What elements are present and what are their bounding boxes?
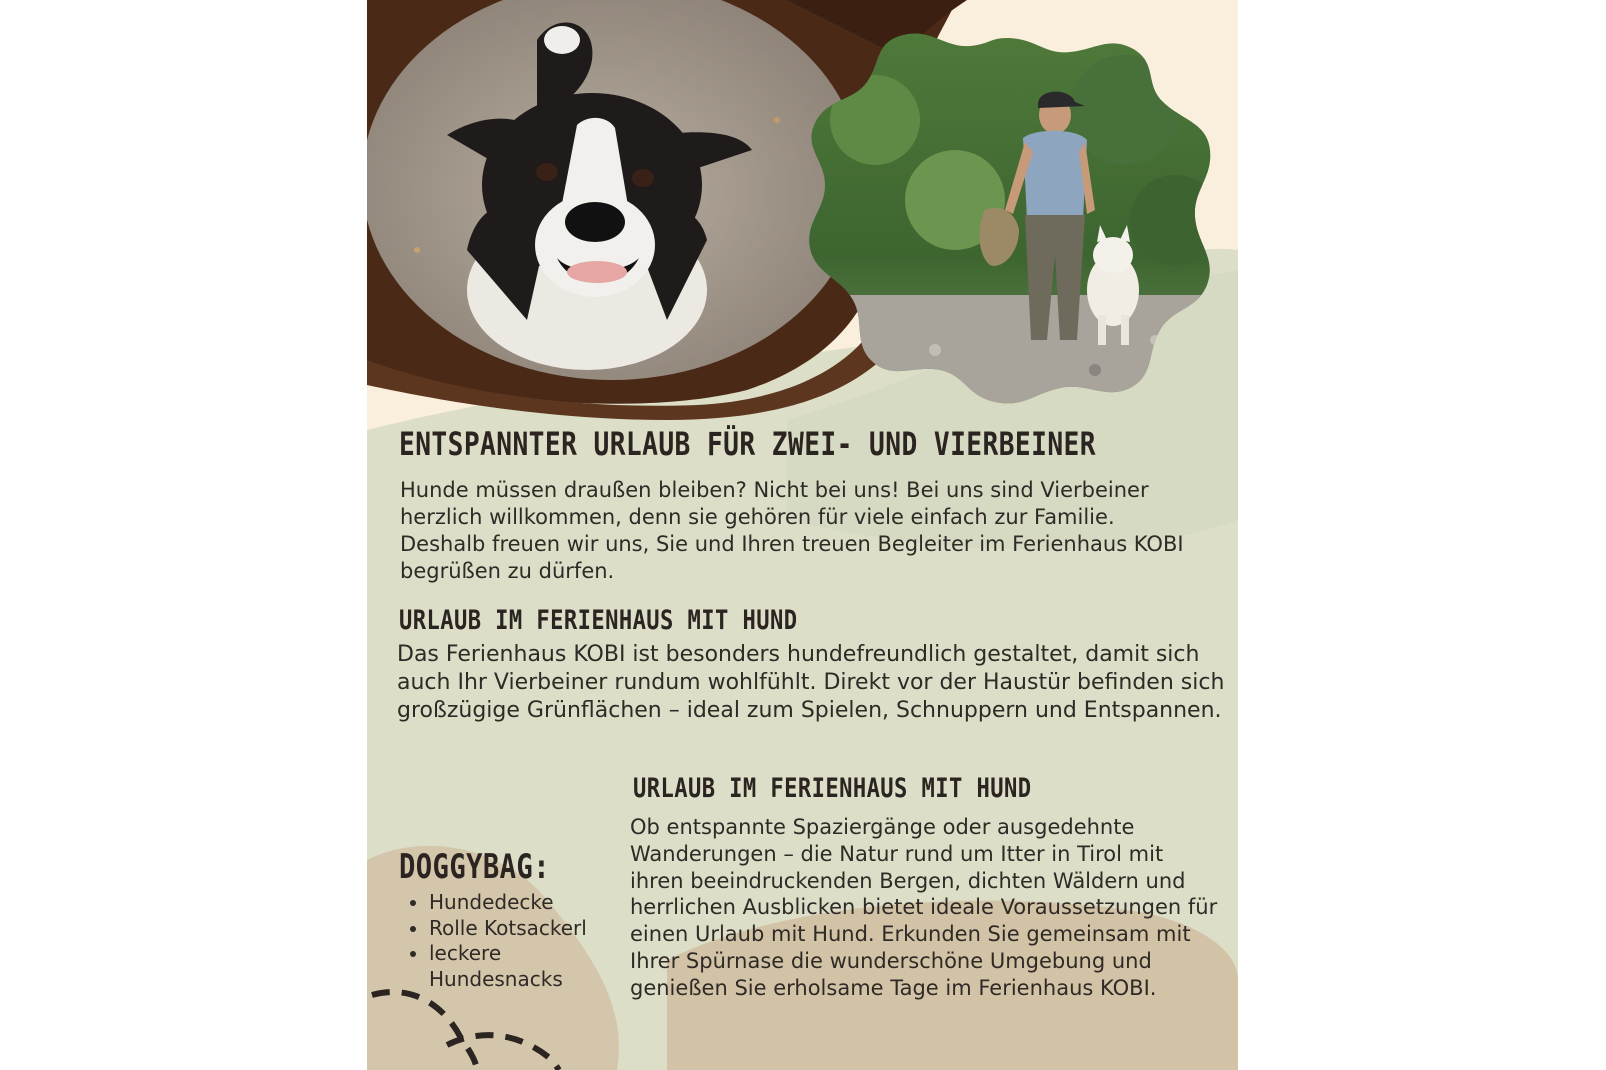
section1-heading: URLAUB IM FERIENHAUS MIT HUND [399,605,798,636]
doggybag-heading: DOGGYBAG: [399,847,550,887]
section2-heading: URLAUB IM FERIENHAUS MIT HUND [633,773,1032,804]
section1-text: Das Ferienhaus KOBI ist besonders hundefreundlich gestaltet, damit sich auch Ihr Vierbeiner rundum wohlfühlt. Direkt vor der Haustür befinden sich großzügige Grünflächen – ideal zum Spielen, Schnuppern und Entspannen. [397,642,1225,723]
poster [367,0,1238,1070]
page-title: ENTSPANNTER URLAUB FÜR ZWEI- UND VIERBEINER [399,425,1096,463]
border-collie-photo [367,0,847,385]
doggybag-list [399,890,639,992]
list-item: • Hundedecke [429,890,639,916]
section2-text: Ob entspannte Spaziergänge oder ausgedehnte Wanderungen – die Natur rund um Itter in Tirol mit ihren beeindruckenden Bergen, dichten Wäldern und herrlichen Ausblicken bietet ideale Voraussetzungen für einen Urlaub mit Hund. Erkunden Sie gemeinsam mit Ihrer Spürnase die wunderschöne Umgebung und genießen Sie erholsame Tage im Ferienhaus KOBI. [630,815,1218,1000]
list-item: • Rolle Kotsackerl [429,916,639,942]
list-item: • leckere Hundesnacks [429,941,639,992]
intro-text: Hunde müssen draußen bleiben? Nicht bei uns! Bei uns sind Vierbeiner herzlich willkommen, denn sie gehören für viele einfach zur Familie. Deshalb freuen wir uns, Sie und Ihren treuen Begleiter im Ferienhaus KOBI begrüßen zu dürfen. [400,478,1184,583]
man-walking-with-white-dog-photo [795,30,1220,405]
